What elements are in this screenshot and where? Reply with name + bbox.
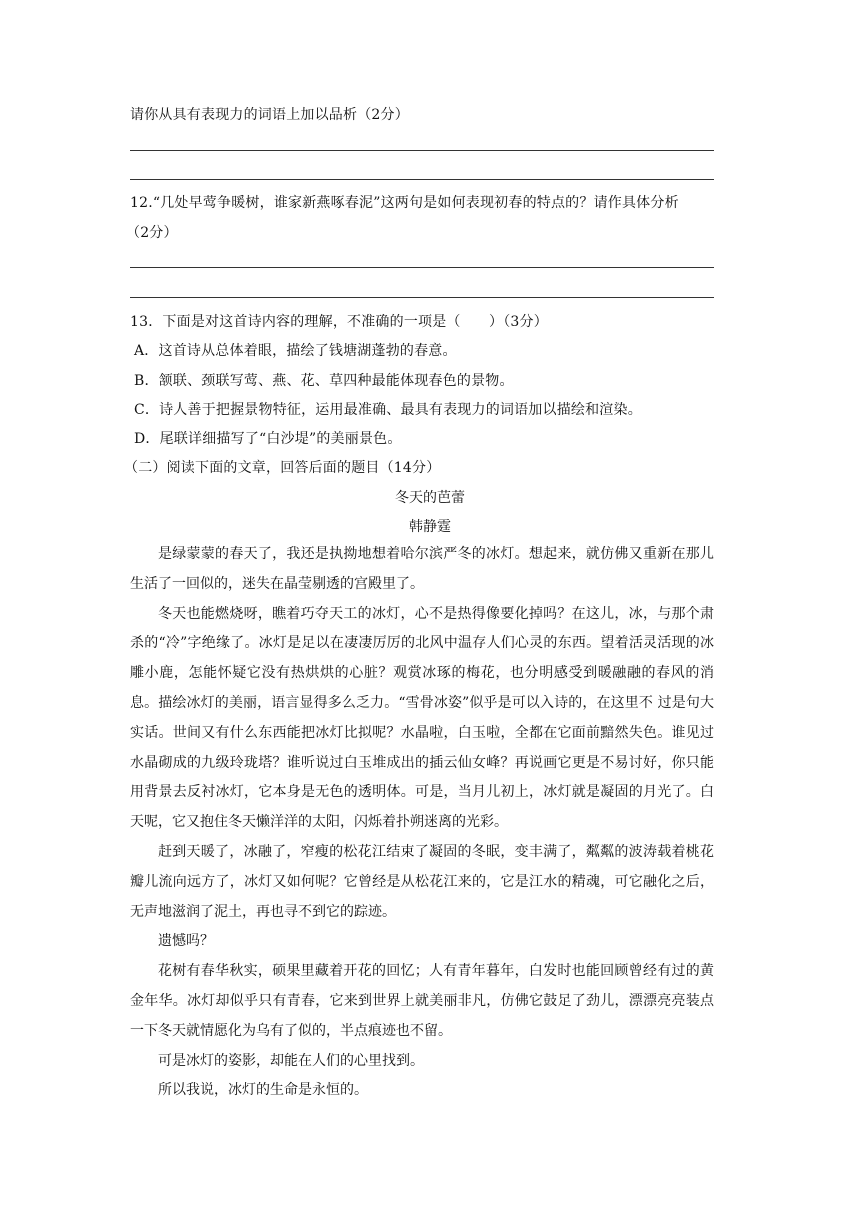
article-body	[130, 540, 714, 1106]
question-12-score: （2分）	[126, 225, 178, 241]
question-12-text: 12.“几处早莺争暖树，谁家新燕啄春泥”这两句是如何表现初春的特点的？请作具体分析	[130, 195, 679, 211]
option-c: C．诗人善于把握景物特征，运用最准确、最具有表现力的词语加以描绘和渲染。	[134, 402, 642, 418]
article-paragraph: 遗憾吗？	[158, 933, 214, 950]
article-paragraph: 花树有春华秋实，硕果里藏着开花的回忆；人有青年暮年，白发时也能回顾曾经有过的黄金年华。冰灯却似乎只有青春，它来到世界上就美丽非凡，仿佛它鼓足了劲儿，漂漂亮亮装点一下冬天就情愿化为乌有了似的，半点痕迹也不留。	[130, 963, 714, 1039]
answer-line	[130, 179, 714, 180]
answer-line	[130, 297, 714, 298]
option-d: D．尾联详细描写了“白沙堤”的美丽景色。	[134, 431, 402, 447]
article-paragraph: 赶到天暖了，冰融了，窄瘦的松花江结束了凝固的冬眠，变丰满了，粼粼的波涛载着桃花瓣儿流向远方了，冰灯又如何呢？它曾经是从松花江来的，它是江水的精魂，可它融化之后，无声地滋润了泥土，再也寻不到它的踪迹。	[130, 843, 714, 920]
option-b: B．颔联、颈联写莺、燕、花、草四种最能体现春色的景物。	[134, 373, 514, 389]
article-author: 韩静霆	[409, 519, 451, 535]
question-13-stem: 13．下面是对这首诗内容的理解，不准确的一项是（ ）（3分）	[130, 314, 548, 330]
answer-line	[130, 267, 714, 268]
article-paragraph: 冬天也能燃烧呀，瞧着巧夺天工的冰灯，心不是热得像要化掉吗？在这儿，冰，与那个肃杀的“冷”字绝缘了。冰灯是足以在凄凄厉厉的北风中温存人们心灵的东西。望着活灵活现的冰雕小鹿，怎能怀疑它没有热烘烘的心脏？观赏冰琢的梅花，也分明感受到暖融融的春风的消息。描绘冰灯的美丽，语言显得多么乏力。“雪骨冰姿”似乎是可以入诗的，在这里不 过是句大实话。世间又有什么东西能把冰灯比拟呢？水晶啦，白玉啦，全都在它面前黯然失色。谁见过水晶砌成的九级玲珑塔？谁听说过白玉堆成出的插云仙女峰？再说画它更是不易讨好，你只能用背景去反衬冰灯，它本身是无色的透明体。可是，当月儿初上，冰灯就是凝固的月光了。白天呢，它又抱住冬天懒洋洋的太阳，闪烁着扑朔迷离的光彩。	[130, 605, 714, 831]
article-title: 冬天的芭蕾	[395, 490, 465, 506]
section-2-heading: （二）阅读下面的文章，回答后面的题目（14分）	[124, 460, 441, 476]
article-paragraph: 是绿蒙蒙的春天了，我还是执拗地想着哈尔滨严冬的冰灯。想起来，就仿佛又重新在那儿生活了一回似的，迷失在晶莹剔透的宫殿里了。	[130, 546, 714, 592]
option-a: A．这首诗从总体着眼，描绘了钱塘湖蓬勃的春意。	[134, 343, 457, 359]
answer-line	[130, 150, 714, 151]
question-11-tail: 请你从具有表现力的词语上加以品析（2分）	[130, 107, 409, 123]
article-paragraph: 所以我说，冰灯的生命是永恒的。	[158, 1082, 368, 1099]
article-paragraph: 可是冰灯的姿影，却能在人们的心里找到。	[158, 1052, 424, 1069]
